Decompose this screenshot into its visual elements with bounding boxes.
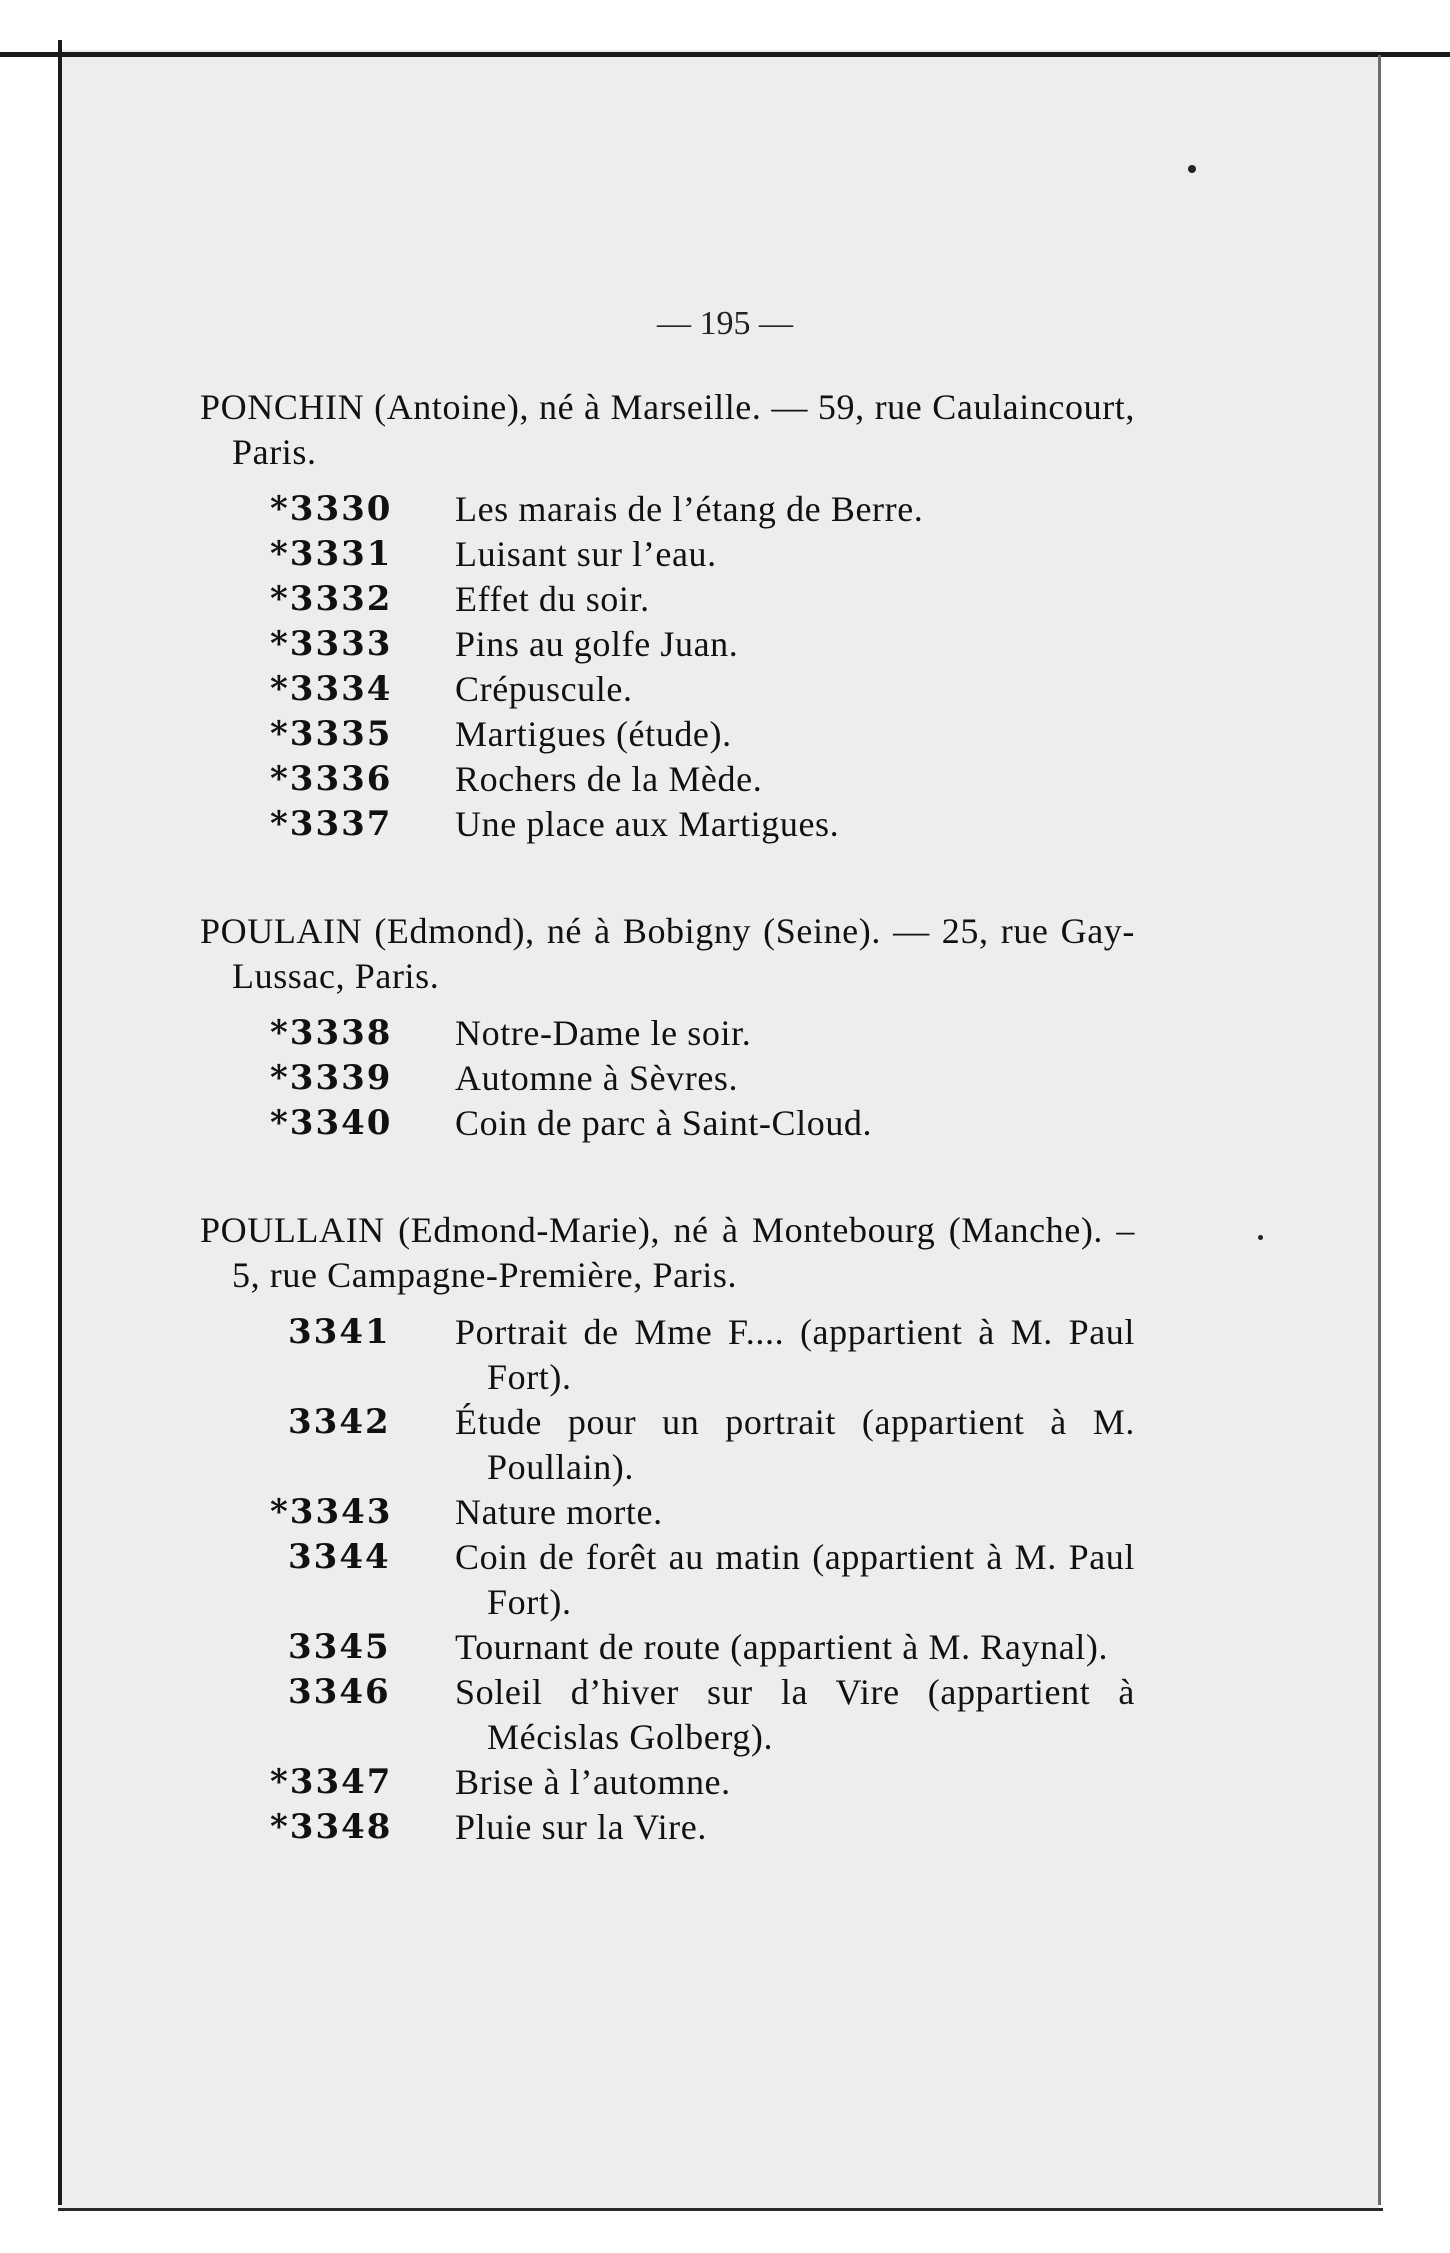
work-title: Luisant sur l’eau. xyxy=(455,534,717,574)
work-title: Rochers de la Mède. xyxy=(455,759,763,799)
work-item xyxy=(200,577,1135,622)
work-item xyxy=(200,1011,1135,1056)
work-item xyxy=(200,1760,1135,1805)
artist-entry xyxy=(200,385,1135,847)
entry-spacer xyxy=(200,847,1135,909)
work-item xyxy=(200,1805,1135,1850)
work-item xyxy=(200,1535,1135,1625)
work-item xyxy=(200,1056,1135,1101)
work-title: Automne à Sèvres. xyxy=(455,1058,739,1098)
work-number: *3337 xyxy=(270,804,393,844)
work-item xyxy=(200,802,1135,847)
works-list xyxy=(200,1011,1135,1146)
work-title: Portrait de Mme F.... (appartient à M. Paul Fort). xyxy=(455,1312,1135,1397)
work-number: *3339 xyxy=(270,1058,393,1098)
work-number: *3334 xyxy=(270,669,393,709)
work-number: *3340 xyxy=(270,1103,393,1143)
work-title: Crépuscule. xyxy=(455,669,633,709)
work-item xyxy=(200,532,1135,577)
work-item xyxy=(200,487,1135,532)
page-number: — 195 — xyxy=(657,305,793,342)
work-title: Notre-Dame le soir. xyxy=(455,1013,752,1053)
work-item xyxy=(200,667,1135,712)
work-item xyxy=(200,1625,1135,1670)
work-title: Effet du soir. xyxy=(455,579,650,619)
work-number: *3347 xyxy=(270,1762,393,1802)
work-title: Coin de forêt au matin (appartient à M. Paul Fort). xyxy=(455,1537,1135,1622)
work-title: Soleil d’hiver sur la Vire (appartient à Mécislas Golberg). xyxy=(455,1672,1135,1757)
work-item xyxy=(200,622,1135,667)
work-number: *3335 xyxy=(270,714,393,754)
page-edge-right xyxy=(1378,55,1381,2205)
artist-header: POULLAIN (Edmond-Marie), né à Montebourg (Manche). – 5, rue Campagne-Première, Paris. xyxy=(200,1210,1135,1295)
work-item xyxy=(200,757,1135,802)
work-title: Brise à l’automne. xyxy=(455,1762,731,1802)
artist-entry xyxy=(200,1208,1135,1850)
work-number: *3330 xyxy=(270,489,393,529)
page-edge-bottom xyxy=(58,2208,1383,2211)
work-title: Tournant de route (appartient à M. Raynal). xyxy=(455,1627,1109,1667)
work-number: *3331 xyxy=(270,534,393,574)
work-number: *3338 xyxy=(270,1013,393,1053)
catalogue-entries xyxy=(200,385,1135,1850)
work-title: Coin de parc à Saint-Cloud. xyxy=(455,1103,873,1143)
work-item xyxy=(200,1310,1135,1400)
artist-header: PONCHIN (Antoine), né à Marseille. — 59, rue Caulaincourt, Paris. xyxy=(200,387,1135,472)
work-title: Étude pour un portrait (appartient à M. Poullain). xyxy=(455,1402,1135,1487)
ink-speck xyxy=(1188,165,1196,173)
work-number: *3332 xyxy=(270,579,393,619)
page-edge-left xyxy=(58,40,62,2205)
work-item xyxy=(200,1490,1135,1535)
work-number: 3346 xyxy=(288,1672,391,1712)
work-number: 3345 xyxy=(288,1627,391,1667)
artist-header: POULAIN (Edmond), né à Bobigny (Seine). — 25, rue Gay-Lussac, Paris. xyxy=(200,911,1135,996)
work-number: *3333 xyxy=(270,624,393,664)
work-number: *3336 xyxy=(270,759,393,799)
works-list xyxy=(200,487,1135,847)
work-number: *3348 xyxy=(270,1807,393,1847)
work-title: Pins au golfe Juan. xyxy=(455,624,739,664)
work-title: Martigues (étude). xyxy=(455,714,732,754)
work-number: 3341 xyxy=(288,1312,391,1352)
work-title: Nature morte. xyxy=(455,1492,663,1532)
artist-entry xyxy=(200,909,1135,1146)
ink-speck xyxy=(1258,1235,1263,1240)
work-title: Pluie sur la Vire. xyxy=(455,1807,707,1847)
work-item xyxy=(200,712,1135,757)
work-item xyxy=(200,1101,1135,1146)
page-edge-top xyxy=(0,52,1450,57)
work-title: Les marais de l’étang de Berre. xyxy=(455,489,924,529)
work-item xyxy=(200,1400,1135,1490)
work-number: 3344 xyxy=(288,1537,391,1577)
work-number: 3342 xyxy=(288,1402,391,1442)
work-item xyxy=(200,1670,1135,1760)
work-title: Une place aux Martigues. xyxy=(455,804,840,844)
entry-spacer xyxy=(200,1146,1135,1208)
works-list xyxy=(200,1310,1135,1850)
work-number: *3343 xyxy=(270,1492,393,1532)
